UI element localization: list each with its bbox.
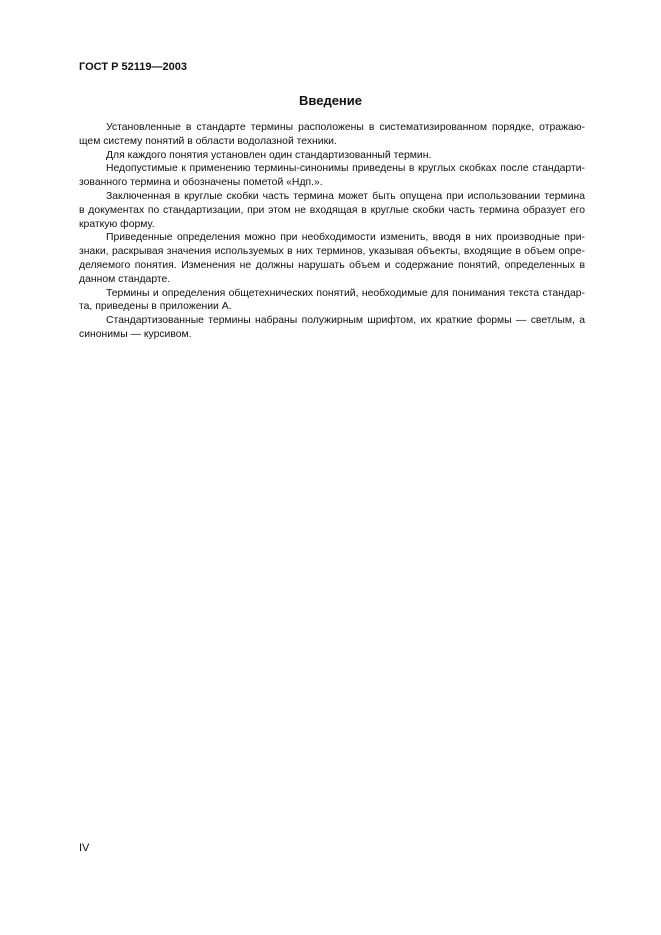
text-line: синонимы — курсивом. [79,328,192,340]
document-number: ГОСТ Р 52119—2003 [79,61,187,73]
introduction-text [79,121,585,342]
page-number: IV [79,842,90,854]
text-line: деляемого понятия. Изменения не должны нарушать объем и содержание понятий, определенных в [79,259,585,271]
text-line: Заключенная в круглые скобки часть термина может быть опущена при использовании термина [106,190,585,202]
text-line: щем систему понятий в области водолазной техники. [79,135,337,147]
text-line: Стандартизованные термины набраны полужирным шрифтом, их краткие формы — светлым, а [106,315,585,327]
text-line: краткую форму. [79,218,155,230]
text-line: Недопустимые к применению термины-синонимы приведены в круглых скобках после стандарти- [106,163,585,175]
text-line: Для каждого понятия установлен один стандартизованный термин. [106,149,432,161]
text-line: Приведенные определения можно при необходимости изменить, вводя в них производные при- [106,232,585,244]
text-line: та, приведены в приложении А. [79,301,232,313]
text-line: данном стандарте. [79,273,171,285]
text-line: Установленные в стандарте термины расположены в систематизированном порядке, отражаю- [106,122,585,133]
text-line: зованного термина и обозначены пометой «Ндп.». [79,177,323,189]
text-line: знаки, раскрывая значения используемых в них терминов, указывая объекты, входящие в объем опре- [79,246,585,258]
text-line: в документах по стандартизации, при этом не входящая в круглые скобки часть термина образует его [79,204,585,216]
section-title: Введение [299,93,362,108]
text-line: Термины и определения общетехнических понятий, необходимые для понимания текста стандар- [106,287,585,299]
